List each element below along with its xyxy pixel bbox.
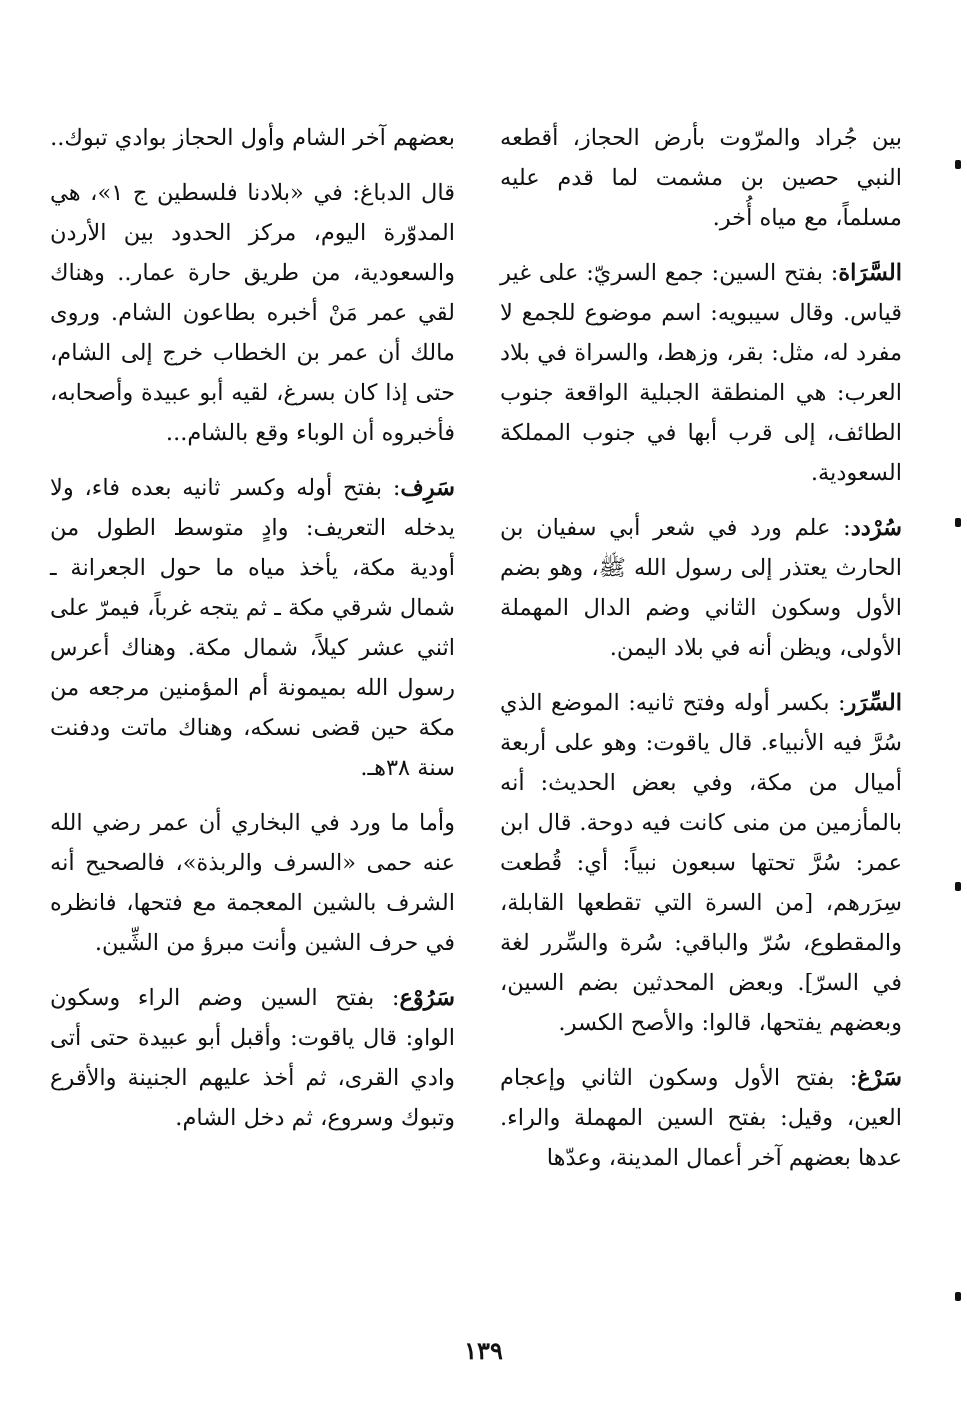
entry-text: : بكسر أوله وفتح ثانيه: الموضع الذي سُرَّ فيه الأنبياء. قال ياقوت: وهو على أربعة أميال من مكة، وفي بعض الحديث: أنه بالمأزمين من منى كانت فيه دوحة. قال ابن عمر: سُرَّ تحتها سبعون نبياً: أي: قُطعت سِرَرهم، [من السرة التي تقطعها القابلة، والمقطوع، سُرّ والباقي: سُرة والسِّرر لغة في السرّ]. وبعض المحدثين بضم السين، وبعضهم يفتحها، قالوا: والأصح الكسر. xyxy=(500,690,902,1036)
entry-dabbagh-quote xyxy=(50,173,455,453)
entry-text: : بفتح السين وضم الراء وسكون الواو: قال ياقوت: وأقبل أبو عبيدة حتى أتى وادي القرى، ثم أخذ عليهم الجنينة والأقرع وتبوك وسروع، ثم دخل الشام. xyxy=(50,985,455,1131)
entry-headword: سَرْغ xyxy=(857,1065,902,1091)
entry-text: قال الدباغ: في «بلادنا فلسطين ج ١»، هي المدوّرة اليوم، مركز الحدود بين الأردن والسعودية، من طريق حارة عمار.. وهناك لقي عمر مَنْ أخبره بطاعون الشام. وروى مالك أن عمر بن الخطاب خرج إلى الشام، حتى إذا كان بسرغ، لقيه أبو عبيدة وأصحابه، فأخبروه أن الوباء وقع بالشام... xyxy=(50,180,455,446)
entry-text: : علم ورد في شعر أبي سفيان بن الحارث يعتذر إلى رسول الله ﷺ، وهو بضم الأول وسكون الثاني وضم الدال المهملة الأولى، ويظن أنه في بلاد اليمن. xyxy=(500,515,902,661)
entry-bukhari-note xyxy=(50,803,455,963)
entry-text: وأما ما ورد في البخاري أن عمر رضي الله عنه حمى «السرف والربذة»، فالصحيح أنه الشرف بالشين المعجمة مع فتحها، فانظره في حرف الشين وأنت مبرؤ من الشِّين. xyxy=(50,810,455,956)
entry-al-sarat xyxy=(500,253,902,493)
entry-continuation xyxy=(50,118,455,158)
entry-headword: السِّرَر xyxy=(845,690,902,716)
margin-mark xyxy=(955,160,961,169)
margin-mark xyxy=(955,518,961,527)
entry-text: بعضهم آخر الشام وأول الحجاز بوادي تبوك.. xyxy=(50,125,455,151)
entry-al-sirar xyxy=(500,683,902,1043)
entry-continuation xyxy=(500,118,902,238)
entry-headword: سَرُوْع xyxy=(399,985,455,1011)
entry-text: بين جُراد والمرّوت بأرض الحجاز، أقطعه النبي حصين بن مشمت لما قدم عليه مسلماً، مع مياه أُخر. xyxy=(500,125,902,231)
margin-mark xyxy=(955,1292,961,1301)
entry-sarif xyxy=(50,468,455,788)
entry-text: : بفتح أوله وكسر ثانيه بعده فاء، ولا يدخله التعريف: وادٍ متوسط الطول من أودية مكة، يأخذ مياه ما حول الجعرانة ـ شمال شرقي مكة ـ ثم يتجه غرباً، فيمرّ على اثني عشر كيلاً، شمال مكة. وهناك أعرس رسول الله بميمونة أم المؤمنين مرجعه من مكة حين قضى نسكه، وهناك ماتت ودفنت سنة ٣٨هـ. xyxy=(50,475,455,781)
entry-text: : بفتح السين: جمع السريّ: على غير قياس. وقال سيبويه: اسم موضوع للجمع لا مفرد له، مثل: بقر، وزهط، والسراة في بلاد العرب: هي المنطقة الجبلية الواقعة جنوب الطائف، إلى قرب أبها في جنوب المملكة السعودية. xyxy=(500,260,902,486)
entry-surdud xyxy=(500,508,902,668)
entry-headword: السَّرَاة xyxy=(838,260,902,286)
page-number: ١٣٩ xyxy=(464,1336,503,1365)
entry-headword: سَرِف xyxy=(400,475,455,501)
entry-saru xyxy=(50,978,455,1138)
entry-headword: سُرْدد xyxy=(850,515,902,541)
right-column xyxy=(500,118,902,1193)
left-column xyxy=(50,118,455,1153)
entry-sargh xyxy=(500,1058,902,1178)
entry-text: : بفتح الأول وسكون الثاني وإعجام العين، وقيل: بفتح السين المهملة والراء. عدها بعضهم آخر أعمال المدينة، وعدّها xyxy=(500,1065,902,1171)
margin-mark xyxy=(955,882,961,891)
